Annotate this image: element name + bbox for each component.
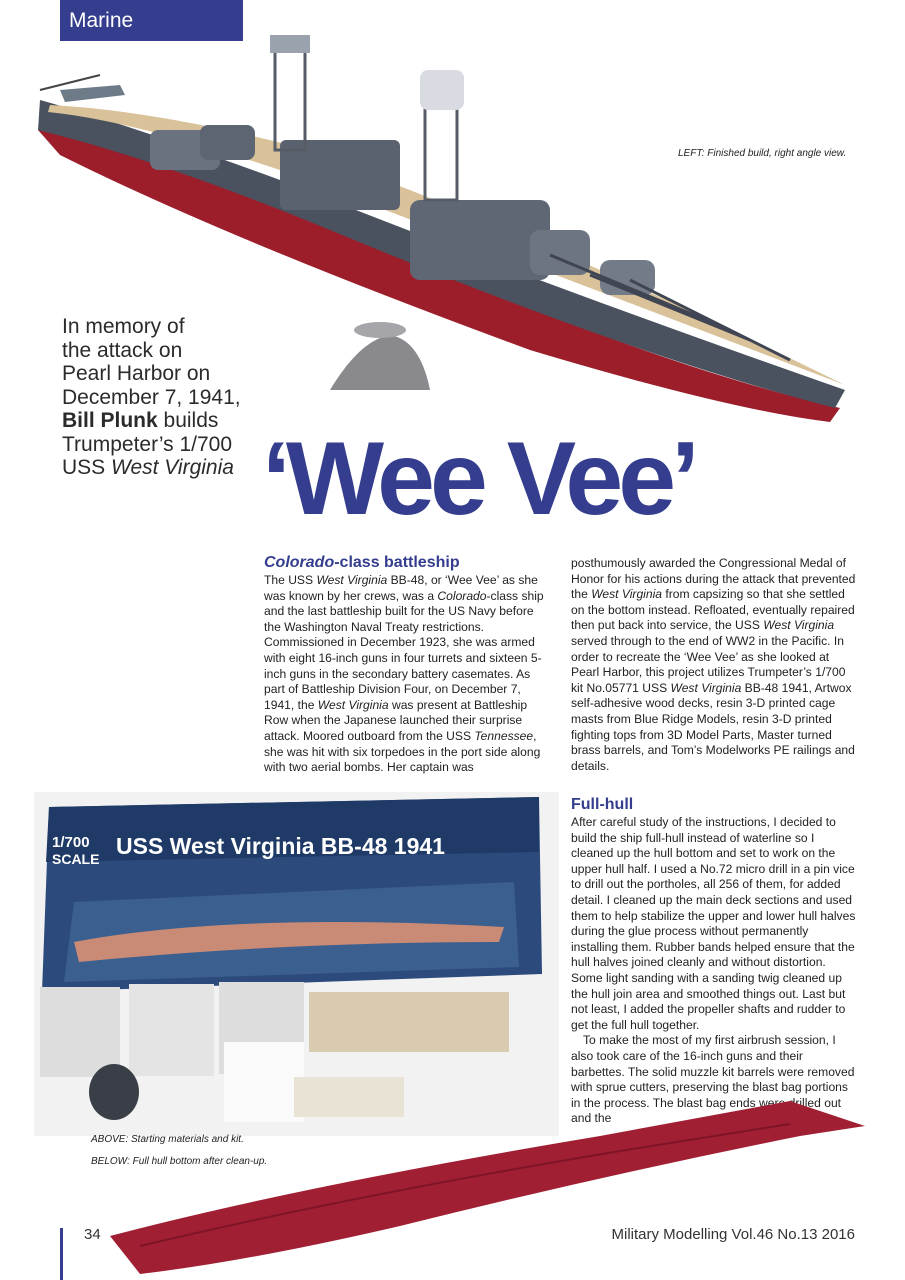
paragraph: posthumously awarded the Congressional Medal of Honor for his actions during the attack that prevented the West Virginia from capsizing so that she settled on the bottom instead. Refloated, eventually repaired then put back into service, the USS West Virginia served through to the end of WW2 in the Pacific. In order to recreate the ‘Wee Vee’ as she looked at Pearl Harbor, this project utilizes Trumpeter’s 1/700 kit No.05771 USS West Virginia BB-48 1941, Artwox self-adhesive wood decks, resin 3-D printed cage masts from Blue Ridge Models, resin 3-D printed fighting tops from 3D Model Parts, Master turned brass barrels, and Tom’s Modelworks PE railings and details.: [571, 556, 856, 773]
hull-bottom-photo: [100, 1096, 870, 1276]
intro-line: USS West Virginia: [62, 456, 234, 479]
heading-full-hull: Full-hull: [571, 796, 634, 813]
intro-line: In memory of: [62, 315, 185, 338]
article-column-3: [571, 795, 857, 1127]
caption-below: BELOW: Full hull bottom after clean-up.: [91, 1156, 268, 1167]
intro-line: Bill Plunk builds: [62, 409, 219, 432]
heading-colorado-class: Colorado-class battleship: [264, 554, 460, 571]
caption-above: ABOVE: Starting materials and kit.: [91, 1134, 244, 1145]
article-column-2: [571, 556, 856, 774]
footer-bar: [60, 1228, 63, 1280]
kit-box-name: USS West Virginia BB-48 1941: [116, 833, 445, 859]
intro-line: Pearl Harbor on: [62, 362, 211, 385]
magazine-issue: Military Modelling Vol.46 No.13 2016: [611, 1226, 855, 1243]
article-title: ‘Wee Vee’: [262, 421, 695, 537]
intro-line: the attack on: [62, 338, 183, 362]
kit-scale-top: 1/700: [52, 834, 90, 851]
author-name: Bill Plunk: [62, 409, 158, 432]
paragraph: To make the most of my first airbrush session, I also took care of the 16-inch guns and their barbettes. The solid muzzle kit barrels were removed with sprue cutters, preserving the blast bag portions in the process. The blast bag ends were drilled out and the: [571, 1033, 855, 1126]
kit-box-photo: [34, 792, 559, 1136]
caption-top: LEFT: Finished build, right angle view.: [678, 148, 847, 159]
section-label: Marine: [69, 9, 134, 32]
paragraph: After careful study of the instructions, I decided to build the ship full-hull instead of waterline so I cleaned up the hull bottom and set to work on the upper hull half. I used a No.72 micro drill in a pin vice to drill out the portholes, all 256 of them, for added detail. I cleaned up the main deck sections and used them to help stabilize the upper and lower hull halves during the glue process without permanently installing them. Rubber bands helped ensure that the hull halves joined cleanly and without distortion. Some light sanding with a sanding twig cleaned up the hull join area and smoothed things out. Last but not least, I added the propeller shafts and rudder to get the full hull together.: [571, 815, 856, 1032]
page-number: 34: [84, 1226, 101, 1243]
intro-line: December 7, 1941,: [62, 385, 241, 409]
article-column-1: [264, 553, 552, 776]
paragraph: The USS West Virginia BB-48, or ‘Wee Vee’ as she was known by her crews, was a Colorado-class ship and the last battleship built for the US Navy before the Washington Naval Treaty restrictions. Commissioned in December 1923, she was armed with eight 16-inch guns in four turrets and sixteen 5-inch guns in the secondary battery casemates. As part of Battleship Division Four, on December 7, 1941, the West Virginia was present at Battleship Row when the Japanese launched their surprise attack. Moored outboard from the USS Tennessee, she was hit with six torpedoes in the port side along with two aerial bombs. Her captain was: [264, 573, 544, 775]
kit-scale-bottom: SCALE: [52, 851, 100, 867]
intro-line: Trumpeter’s 1/700: [62, 432, 233, 456]
intro-standfirst: [62, 315, 262, 480]
